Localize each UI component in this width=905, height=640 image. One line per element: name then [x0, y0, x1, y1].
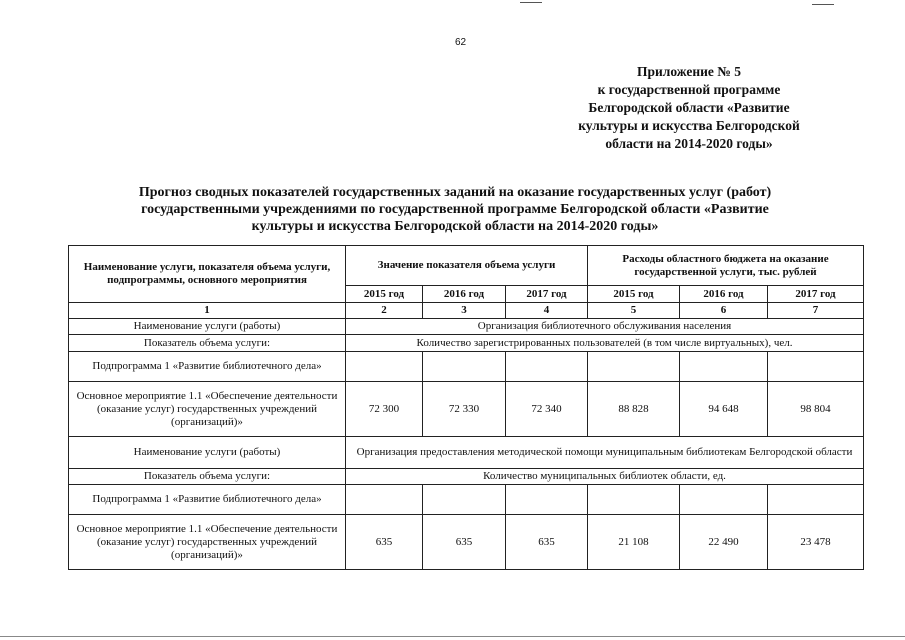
empty-cell [346, 485, 423, 515]
value-cell: 635 [346, 515, 423, 570]
indicator-value: Количество зарегистрированных пользователей (в том числе виртуальных), чел. [346, 335, 864, 352]
measure-name: Основное мероприятие 1.1 «Обеспечение деятельности (оказание услуг) государственных учреждений (организаций)» [69, 382, 346, 437]
header-name-column: Наименование услуги, показателя объема услуги, подпрограммы, основного мероприятия [69, 246, 346, 303]
column-number: 7 [768, 303, 864, 319]
subprogram-name: Подпрограмма 1 «Развитие библиотечного дела» [69, 485, 346, 515]
header-volume-group: Значение показателя объема услуги [346, 246, 588, 286]
header-year: 2015 год [346, 286, 423, 303]
empty-cell [588, 485, 680, 515]
value-cell: 98 804 [768, 382, 864, 437]
top-rule [520, 2, 542, 3]
title-line: Прогноз сводных показателей государственных заданий на оказание государственных услуг (работ) [138, 185, 772, 200]
header-year: 2016 год [423, 286, 506, 303]
service-value: Организация предоставления методической помощи муниципальным библиотекам Белгородской области [346, 437, 864, 469]
appendix-heading [539, 63, 839, 153]
indicator-value: Количество муниципальных библиотек области, ед. [346, 469, 864, 485]
empty-cell [423, 485, 506, 515]
measure-name: Основное мероприятие 1.1 «Обеспечение деятельности (оказание услуг) государственных учреждений (организаций)» [69, 515, 346, 570]
value-cell: 94 648 [680, 382, 768, 437]
value-cell: 635 [506, 515, 588, 570]
empty-cell [768, 352, 864, 382]
service-label: Наименование услуги (работы) [69, 437, 346, 469]
appendix-line: культуры и искусства Белгородской [578, 118, 800, 133]
column-number: 1 [69, 303, 346, 319]
value-cell: 72 300 [346, 382, 423, 437]
value-cell: 72 330 [423, 382, 506, 437]
top-right-rule [812, 4, 834, 5]
indicator-label: Показатель объема услуги: [69, 469, 346, 485]
column-number: 3 [423, 303, 506, 319]
column-number: 5 [588, 303, 680, 319]
empty-cell [768, 485, 864, 515]
empty-cell [680, 485, 768, 515]
service-value: Организация библиотечного обслуживания населения [346, 319, 864, 335]
value-cell: 635 [423, 515, 506, 570]
column-number: 6 [680, 303, 768, 319]
indicators-table [68, 245, 864, 570]
document-title [110, 184, 800, 235]
appendix-line: области на 2014-2020 годы» [605, 136, 773, 151]
header-year: 2016 год [680, 286, 768, 303]
empty-cell [506, 352, 588, 382]
column-number: 2 [346, 303, 423, 319]
empty-cell [423, 352, 506, 382]
header-year: 2015 год [588, 286, 680, 303]
header-year: 2017 год [506, 286, 588, 303]
appendix-line: к государственной программе [597, 82, 781, 97]
value-cell: 22 490 [680, 515, 768, 570]
service-label: Наименование услуги (работы) [69, 319, 346, 335]
value-cell: 21 108 [588, 515, 680, 570]
empty-cell [588, 352, 680, 382]
column-number: 4 [506, 303, 588, 319]
empty-cell [346, 352, 423, 382]
header-expense-group: Расходы областного бюджета на оказание государственной услуги, тыс. рублей [588, 246, 864, 286]
subprogram-name: Подпрограмма 1 «Развитие библиотечного дела» [69, 352, 346, 382]
appendix-line: Белгородской области «Развитие [588, 100, 790, 115]
bottom-rule [0, 636, 905, 637]
appendix-line: Приложение № 5 [637, 64, 741, 79]
indicator-label: Показатель объема услуги: [69, 335, 346, 352]
empty-cell [680, 352, 768, 382]
empty-cell [506, 485, 588, 515]
page-number: 62 [455, 37, 467, 48]
value-cell: 72 340 [506, 382, 588, 437]
value-cell: 88 828 [588, 382, 680, 437]
title-line: государственными учреждениями по государственной программе Белгородской области «Развитие [141, 202, 769, 217]
title-line: культуры и искусства Белгородской области на 2014-2020 годы» [251, 219, 659, 234]
value-cell: 23 478 [768, 515, 864, 570]
header-year: 2017 год [768, 286, 864, 303]
